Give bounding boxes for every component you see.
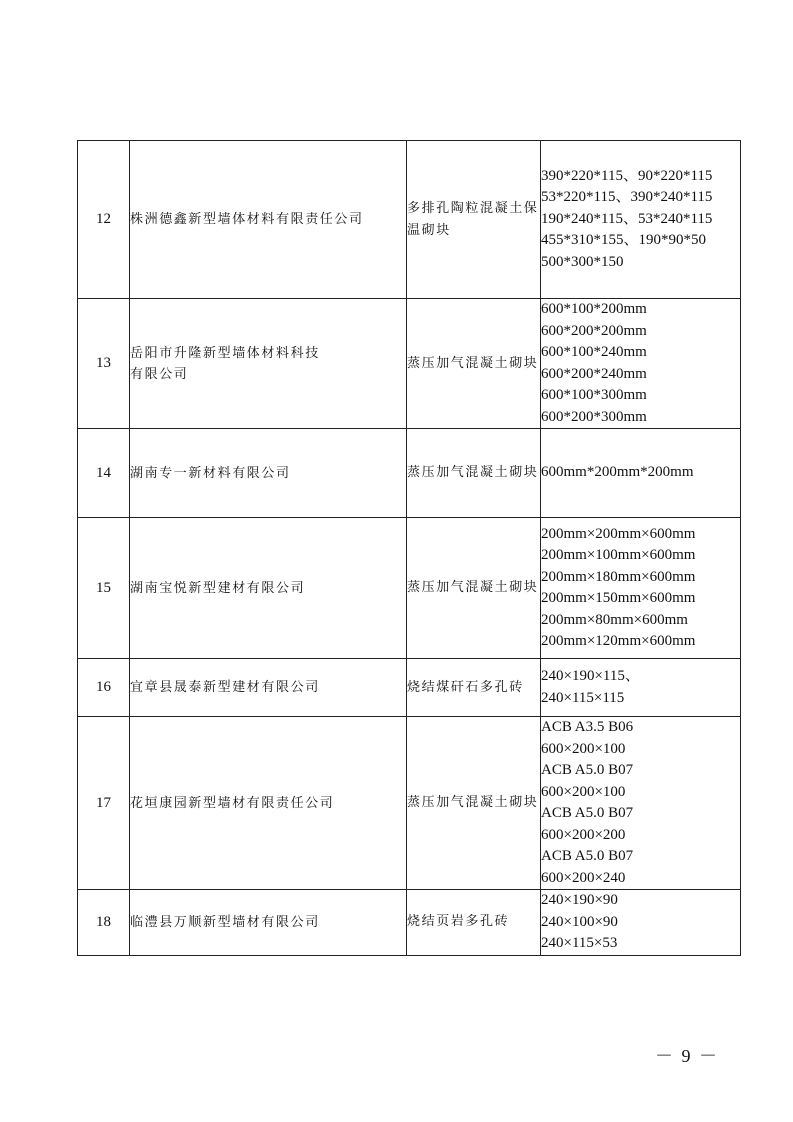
row-number: 12 <box>78 141 130 299</box>
table-row <box>78 659 741 717</box>
spec-line: 600×200×100 <box>541 740 626 757</box>
company-name <box>130 299 407 429</box>
specifications <box>541 890 741 956</box>
spec-line: 200mm×80mm×600mm <box>541 611 688 628</box>
specifications <box>541 141 741 299</box>
spec-line: 600×200×200 <box>541 826 626 843</box>
spec-line: 200mm×150mm×600mm <box>541 590 696 606</box>
table-row <box>78 429 741 518</box>
spec-line: 600*100*300mm <box>541 387 647 403</box>
spec-line: ACB A5.0 B07 <box>541 848 634 864</box>
product-name: 蒸压加气混凝土砌块 <box>407 717 541 890</box>
company-name-line: 花垣康园新型墙材有限责任公司 <box>130 795 335 811</box>
spec-line: ACB A5.0 B07 <box>541 762 634 778</box>
product-name: 蒸压加气混凝土砌块 <box>407 429 541 518</box>
company-name-line: 株洲德鑫新型墙体材料有限责任公司 <box>130 212 364 227</box>
spec-line: 600*200*200mm <box>541 322 647 339</box>
spec-line: 455*310*155、190*90*50 <box>541 232 707 249</box>
product-catalog-table <box>77 140 741 956</box>
product-name: 蒸压加气混凝土砌块 <box>407 299 541 429</box>
spec-line: 53*220*115、390*240*115 <box>541 189 713 206</box>
row-number: 17 <box>78 717 130 890</box>
table-row <box>78 141 741 299</box>
specifications <box>541 659 741 717</box>
catalog-body <box>78 141 741 956</box>
company-name <box>130 141 407 299</box>
table-row <box>78 518 741 659</box>
spec-line: 240×190×115、 <box>541 668 640 684</box>
spec-line: 600*100*240mm <box>541 344 647 360</box>
row-number: 14 <box>78 429 130 518</box>
spec-line: ACB A5.0 B07 <box>541 805 634 821</box>
company-name-line: 有限公司 <box>130 366 189 382</box>
company-name <box>130 518 407 659</box>
spec-line: ACB A3.5 B06 <box>541 719 634 735</box>
row-number: 13 <box>78 299 130 429</box>
company-name-line: 临澧县万顺新型墙材有限公司 <box>130 914 320 930</box>
product-name: 烧结煤矸石多孔砖 <box>407 659 541 717</box>
spec-line: 240×190×90 <box>541 892 618 908</box>
spec-line: 200mm×200mm×600mm <box>541 525 696 542</box>
company-name <box>130 659 407 717</box>
table-row <box>78 890 741 956</box>
spec-line: 600*100*200mm <box>541 301 647 317</box>
table-row <box>78 299 741 429</box>
row-number: 15 <box>78 518 130 659</box>
company-name <box>130 429 407 518</box>
company-name-line: 湖南宝悦新型建材有限公司 <box>130 580 306 596</box>
specifications <box>541 717 741 890</box>
spec-line: 600*200*300mm <box>541 408 647 425</box>
spec-line: 240×115×53 <box>541 935 618 951</box>
spec-line: 200mm×100mm×600mm <box>541 547 696 563</box>
company-name <box>130 717 407 890</box>
spec-line: 600mm*200mm*200mm <box>541 464 694 481</box>
spec-line: 190*240*115、53*240*115 <box>541 210 713 227</box>
product-name: 多排孔陶粒混凝土保温砌块 <box>407 141 541 299</box>
company-name-line: 岳阳市升隆新型墙体材料科技 <box>130 345 320 361</box>
spec-line: 200mm×180mm×600mm <box>541 568 696 585</box>
company-name-line: 湖南专一新材料有限公司 <box>130 465 291 481</box>
spec-line: 500*300*150 <box>541 253 624 270</box>
company-name <box>130 890 407 956</box>
spec-line: 200mm×120mm×600mm <box>541 633 696 649</box>
specifications <box>541 429 741 518</box>
spec-line: 600×200×240 <box>541 869 626 886</box>
row-number: 18 <box>78 890 130 956</box>
product-name: 蒸压加气混凝土砌块 <box>407 518 541 659</box>
spec-line: 240×115×115 <box>541 689 625 706</box>
specifications <box>541 518 741 659</box>
product-name: 烧结页岩多孔砖 <box>407 890 541 956</box>
company-name-line: 宜章县晟泰新型建材有限公司 <box>130 680 320 695</box>
spec-line: 600×200×100 <box>541 783 626 800</box>
table-row <box>78 717 741 890</box>
row-number: 16 <box>78 659 130 717</box>
page-number: － 9 － <box>655 1046 719 1066</box>
spec-line: 600*200*240mm <box>541 365 647 382</box>
spec-line: 390*220*115、90*220*115 <box>541 167 713 184</box>
spec-line: 240×100×90 <box>541 913 618 930</box>
specifications <box>541 299 741 429</box>
